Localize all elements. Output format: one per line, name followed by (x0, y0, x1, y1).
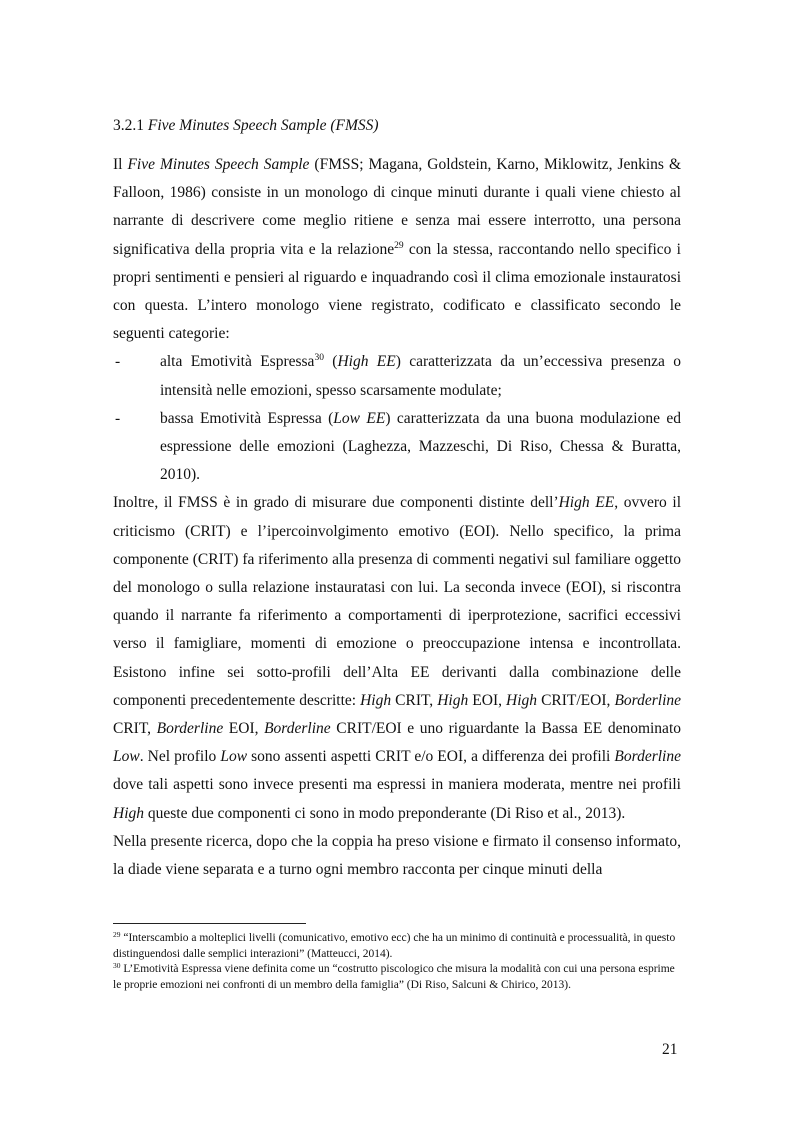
footnotes (113, 931, 681, 993)
footnote-29: $^{29}$ “Interscambio a molteplici livelli (comunicativo, emotivo ecc) che ha un minimo di continuità e processualità, in questo distinguendosi dalle semplici interazioni” (Matteucci, 2014). (113, 930, 676, 960)
body-text (113, 151, 681, 884)
footnote-30: $^{30}$ L’Emotività Espressa viene definita come un “costrutto piscologico che misura la modalità con cui una persona esprime le proprie emozioni nei confronti di un membro della famiglia” (Di Riso, Salcuni & Chirico, 2013). (113, 961, 675, 991)
paragraph-components: Inoltre, il FMSS è in grado di misurare due componenti distinte dell’High EE, ovvero il criticismo (CRIT) e l’ipercoinvolgimento emotivo (EOI). Nello specifico, la prima componente (CRIT) fa riferimento alla presenza di commenti negativi sul familiare oggetto del monologo o sulla relazione instauratasi con lui. La seconda invece (EOI), si riscontra quando il narrante fa riferimento a comportamenti di iperprotezione, sacrifici eccessivi verso il famigliare, momenti di emozione o preoccupazione intensa e incontrollata. Esistono infine sei sotto-profili dell’Alta EE derivanti dalla combinazione delle componenti precedentemente descritte: High CRIT, High EOI, High CRIT/EOI, Borderline CRIT, Borderline EOI, Borderline CRIT/EOI e uno riguardante la Bassa EE denominato Low. Nel profilo Low sono assenti aspetti CRIT e/o EOI, a differenza dei profili Borderline dove tali aspetti sono invece presenti ma espressi in maniera moderata, mentre nei profili High queste due componenti ci sono in modo preponderante (Di Riso et al., 2013). (113, 494, 682, 822)
footnote-ref-30: 30 (314, 353, 324, 364)
footnote-separator (113, 923, 306, 924)
list-item-high-ee: - alta Emotività Espressa$^{30}$ (High EE) caratterizzata da un’eccessiva presenza o intensità nelle emozioni, spesso scarsamente modulate; (113, 348, 681, 404)
list-dash: - (115, 409, 121, 427)
paragraph-intro: Il Five Minutes Speech Sample (FMSS; Magana, Goldstein, Karno, Miklowitz, Jenkins & Falloon, 1986) consiste in un monologo di cinque minuti durante i quali viene chiesto al narrante di descrivere come meglio ritiene e senza mai essere interrotto, una persona significativa della propria vita e la relazione$^{29}$ con la stessa, raccontando nello specifico i propri sentimenti e pensieri al riguardo e inquadrando così il clima emozionale instauratosi con questa. L’intero monologo viene registrato, codificato e classificato secondo le seguenti categorie: (113, 156, 682, 343)
list-item-low-ee: - bassa Emotività Espressa (Low EE) caratterizzata da una buona modulazione ed espressione delle emozioni (Laghezza, Mazzeschi, Di Riso, Chessa & Buratta, 2010). (113, 405, 681, 490)
section-title: Five Minutes Speech Sample (FMSS) (147, 117, 379, 134)
paragraph-procedure: Nella presente ricerca, dopo che la coppia ha preso visione e firmato il consenso informato, la diade viene separata e a turno ogni membro racconta per cinque minuti della (113, 832, 681, 879)
page-number: 21 (662, 1041, 678, 1058)
section-heading (113, 116, 379, 136)
footnote-ref-29: 29 (394, 240, 404, 251)
section-number: 3.2.1 (113, 117, 144, 134)
list-dash: - (115, 353, 121, 371)
category-list (113, 348, 681, 489)
